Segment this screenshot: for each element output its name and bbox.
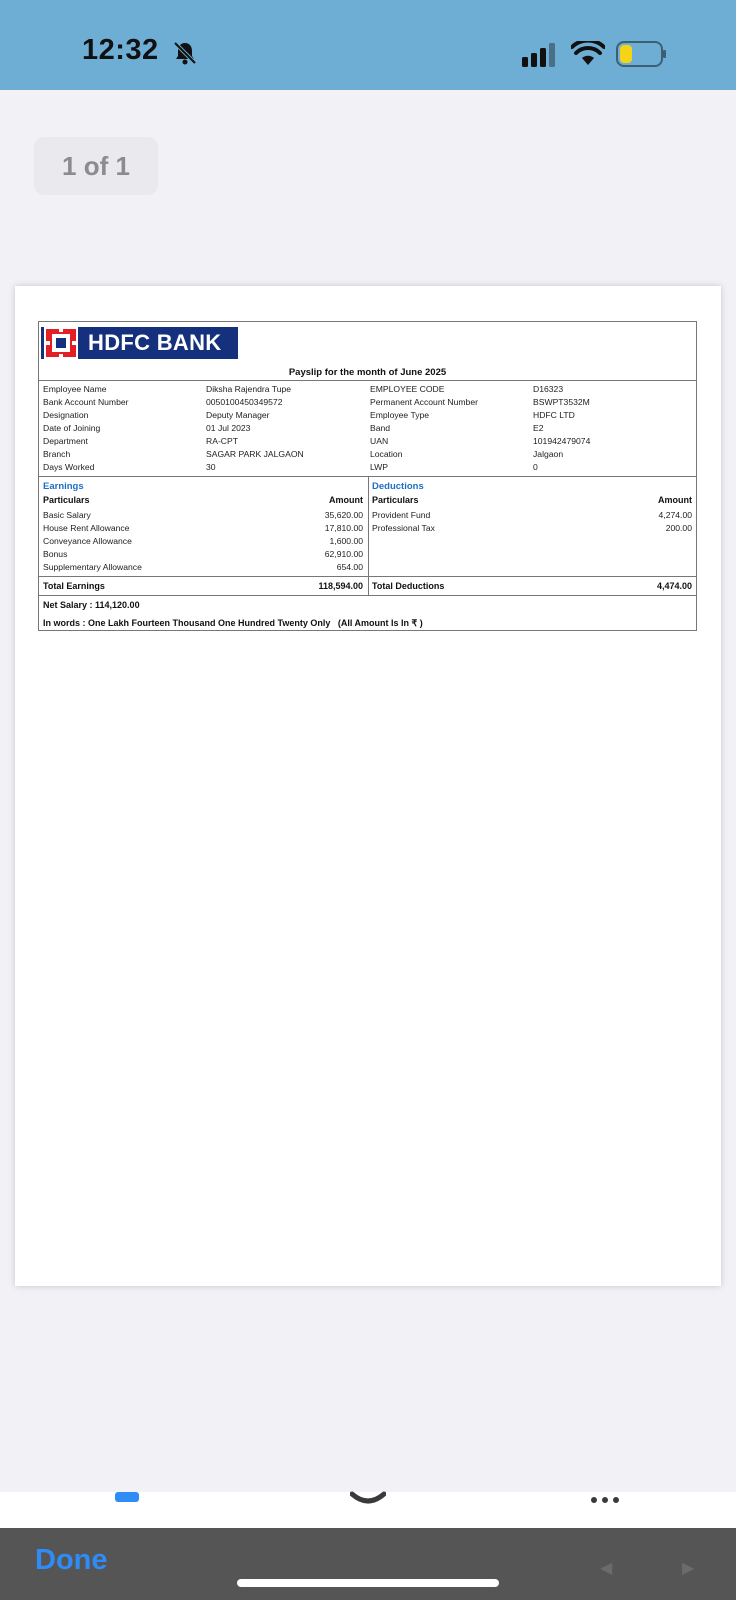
earning-name: Basic Salary [43,510,91,520]
payslip-title: Payslip for the month of June 2025 [288,367,447,378]
earning-name: Bonus [43,549,68,559]
info-label: Date of Joining [43,423,101,433]
divider [39,595,696,596]
info-value: BSWPT3532M [533,397,590,407]
deductions-title: Deductions [372,481,424,492]
earnings-amount-header: Amount [329,495,363,505]
home-indicator[interactable] [237,1579,499,1587]
total-earnings-value: 118,594.00 [318,581,363,591]
earnings-title: Earnings [43,481,84,492]
deduction-amount: 4,274.00 [658,510,692,520]
document-page[interactable] [15,286,721,1286]
earning-amount: 62,910.00 [324,549,363,559]
amount-in-words: In words : One Lakh Fourteen Thousand One Hundred Twenty Only (All Amount Is In ₹ ) [43,618,423,628]
info-row [39,397,696,410]
info-row [39,384,696,397]
page-indicator: 1 of 1 [34,137,158,195]
markup-icon[interactable] [350,1486,386,1508]
info-label: Permanent Account Number [370,397,478,407]
bottom-bar [0,1528,736,1600]
info-label: LWP [370,462,388,472]
hdfc-logo-mark [44,327,78,359]
total-earnings-label: Total Earnings [43,581,105,591]
info-label: Location [370,449,403,459]
info-value: 01 Jul 2023 [206,423,251,433]
info-value: 101942479074 [533,436,591,446]
deduction-name: Professional Tax [372,523,435,533]
info-value: 0 [533,462,538,472]
earning-amount: 1,600.00 [329,536,363,546]
earning-name: House Rent Allowance [43,523,130,533]
previous-page-icon[interactable]: ◀ [600,1560,613,1577]
divider [39,576,696,577]
next-page-icon[interactable]: ▶ [682,1560,695,1577]
info-row [39,436,696,449]
wifi-icon [571,41,605,67]
cellular-signal-icon [522,43,558,67]
info-label: EMPLOYEE CODE [370,384,445,394]
info-value: SAGAR PARK JALGAON [206,449,304,459]
bank-name: HDFC BANK [88,330,222,355]
info-label: Employee Name [43,384,107,394]
earning-amount: 654.00 [336,562,363,572]
info-label: Designation [43,410,89,420]
info-value: HDFC LTD [533,410,575,420]
info-label: UAN [370,436,389,446]
earning-name: Conveyance Allowance [43,536,132,546]
earning-amount: 17,810.00 [324,523,363,533]
info-row [39,423,696,436]
divider [39,380,696,381]
column-divider [368,477,369,595]
info-row [39,410,696,423]
hdfc-logo [41,327,238,359]
info-value: RA-CPT [206,436,238,446]
info-label: Branch [43,449,71,459]
total-deductions-label: Total Deductions [372,581,445,591]
info-label: Department [43,436,88,446]
info-value: 30 [206,462,216,472]
info-value: E2 [533,423,544,433]
info-label: Employee Type [370,410,430,420]
info-value: Diksha Rajendra Tupe [206,384,292,394]
info-value: D16323 [533,384,564,394]
info-label: Days Worked [43,462,95,472]
earnings-particulars-header: Particulars [43,495,90,505]
battery-icon [616,41,668,67]
more-icon[interactable] [588,1486,624,1508]
deduction-amount: 200.00 [665,523,692,533]
done-button[interactable]: Done [35,1544,108,1576]
deductions-amount-header: Amount [658,495,692,505]
info-label: Band [370,423,391,433]
deduction-name: Provident Fund [372,510,431,520]
payslip [38,321,697,631]
deductions-particulars-header: Particulars [372,495,419,505]
share-icon[interactable] [114,1486,140,1508]
net-salary: Net Salary : 114,120.00 [43,600,140,610]
info-row [39,449,696,462]
bell-muted-icon [172,40,198,66]
total-deductions-value: 4,474.00 [656,581,692,591]
info-label: Bank Account Number [43,397,129,407]
info-value: 0050100450349572 [206,397,283,407]
info-value: Deputy Manager [206,410,270,420]
status-time: 12:32 [82,34,159,66]
info-row [39,462,696,475]
earning-amount: 35,620.00 [324,510,363,520]
info-value: Jalgaon [533,449,564,459]
earning-name: Supplementary Allowance [43,562,142,572]
